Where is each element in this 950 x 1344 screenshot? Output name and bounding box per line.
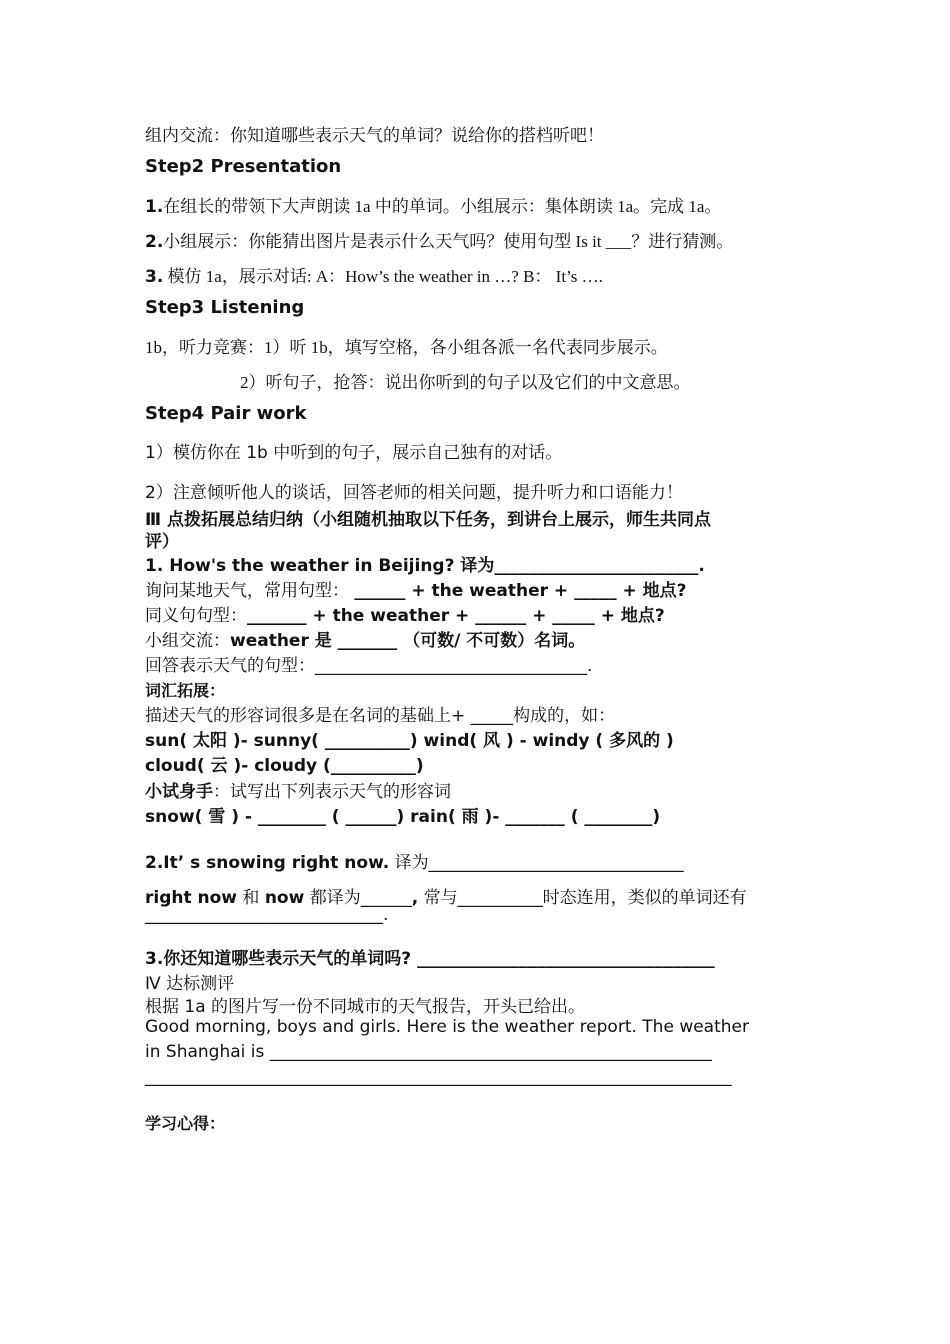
section4-instruction: 根据 1a 的图片写一份不同城市的天气报告，开头已给出。 bbox=[145, 997, 586, 1017]
vocab-example-1: sun( 太阳 )- sunny( __________) wind( 风 ) - windy ( 多风的 ) bbox=[145, 731, 674, 751]
question-2 bbox=[145, 848, 684, 873]
pattern-line bbox=[145, 576, 687, 601]
note-connector: 和 bbox=[237, 888, 265, 908]
question-3: 3.你还知道哪些表示天气的单词吗? ___________________________________ bbox=[145, 949, 715, 969]
intro-line: 组内交流：你知道哪些表示天气的单词？说给你的搭档听吧！ bbox=[145, 126, 604, 145]
item-text: 在组长的带领下大声朗读 1a 中的单词。小组展示：集体朗读 1a。完成 1a。 bbox=[163, 197, 722, 216]
section3-heading-cont: 评） bbox=[145, 532, 179, 552]
question-2-blank: ____________________________. bbox=[145, 905, 389, 925]
question-1: 1. How's the weather in Beijing? 译为________________________. bbox=[145, 556, 705, 576]
weather-report-line-2: in Shanghai is ____________________________________________________ bbox=[145, 1042, 712, 1062]
item-text: 小组展示：你能猜出图片是表示什么天气吗？使用句型 Is it ___？进行猜测。 bbox=[163, 232, 734, 251]
note-phrase-right-now: right now bbox=[145, 888, 238, 908]
try-line bbox=[145, 777, 451, 802]
item-number: 3. bbox=[145, 267, 164, 287]
group-text: weather 是 _______ （可数/ 不可数）名词。 bbox=[230, 631, 586, 651]
question-2-prompt: 译为______________________________ bbox=[389, 853, 684, 873]
weather-report-line-3: _____________________________________________________________________ bbox=[145, 1067, 732, 1087]
try-text: ：试写出下列表示天气的形容词 bbox=[213, 782, 451, 802]
step2-heading: Step2 Presentation bbox=[145, 156, 342, 177]
vocab-description: 描述天气的形容词很多是在名词的基础上+ _____构成的，如： bbox=[145, 706, 616, 726]
question-2-sentence: 2.It’ s snowing right now. bbox=[145, 853, 390, 873]
weather-report-line-1: Good morning, boys and girls. Here is the weather report. The weather bbox=[145, 1017, 749, 1037]
reflection-label: 学习心得： bbox=[145, 1114, 226, 1133]
item-text: 模仿 1a，展示对话: A：How’s the weather in …? B： It’s …. bbox=[163, 267, 603, 286]
item-number: 1. bbox=[145, 197, 164, 217]
group-line bbox=[145, 626, 585, 651]
note-phrase-now: now bbox=[264, 888, 305, 908]
note-tense: 常与__________时态连用，类似的单词还有 bbox=[418, 888, 747, 908]
step2-item-2 bbox=[145, 227, 733, 252]
step4-line-1: 1）模仿你在 1b 中听到的句子，展示自己独有的对话。 bbox=[145, 443, 563, 463]
answer-pattern-line: 回答表示天气的句型：________________________________. bbox=[145, 656, 593, 676]
pattern-text: ______ + the weather + _____ + 地点? bbox=[354, 581, 687, 601]
note-comma: , bbox=[411, 888, 419, 908]
synonym-text: _______ + the weather + ______ + _____ + 地点? bbox=[247, 606, 665, 626]
synonym-label: 同义句句型： bbox=[145, 606, 247, 626]
step4-line-2: 2）注意倾听他人的谈话，回答老师的相关问题，提升听力和口语能力！ bbox=[145, 483, 683, 503]
step3-line-1: 1b，听力竞赛：1）听 1b，填写空格，各小组各派一名代表同步展示。 bbox=[145, 338, 668, 357]
section3-heading: Ⅲ 点拨拓展总结归纳（小组随机抽取以下任务，到讲台上展示，师生共同点 bbox=[145, 510, 711, 530]
try-label: 小试身手 bbox=[145, 782, 213, 802]
section4-heading: Ⅳ 达标测评 bbox=[145, 974, 235, 994]
step3-line-2: 2）听句子，抢答：说出你听到的句子以及它们的中文意思。 bbox=[240, 373, 691, 392]
group-label: 小组交流： bbox=[145, 631, 230, 651]
synonym-line bbox=[145, 601, 665, 626]
vocab-example-2: cloud( 云 )- cloudy (__________) bbox=[145, 756, 424, 776]
vocab-example-3: snow( 雪 ) - ________ ( ______) rain( 雨 )- _______ ( ________) bbox=[145, 807, 661, 827]
note-translation: 都译为______ bbox=[304, 888, 412, 908]
step3-heading: Step3 Listening bbox=[145, 297, 305, 318]
step2-item-3 bbox=[145, 262, 603, 287]
item-number: 2. bbox=[145, 232, 164, 252]
pattern-label: 询问某地天气，常用句型： bbox=[145, 581, 355, 601]
step2-item-1 bbox=[145, 192, 721, 217]
step4-heading: Step4 Pair work bbox=[145, 403, 307, 424]
vocab-title: 词汇拓展： bbox=[145, 681, 226, 700]
